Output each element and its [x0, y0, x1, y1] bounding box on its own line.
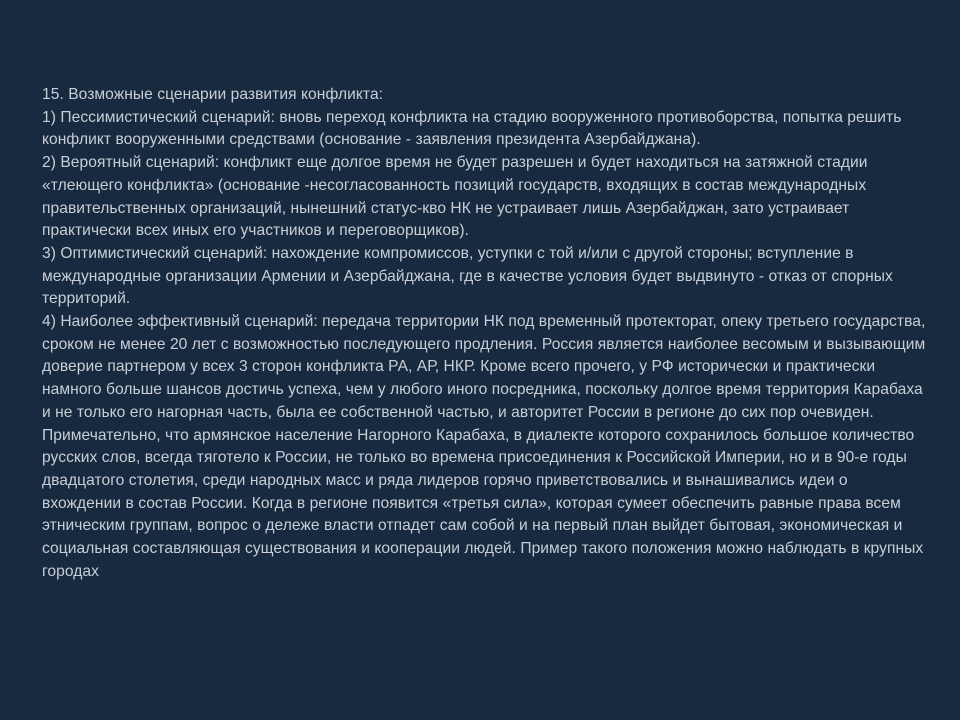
scenario-optimistic-paragraph: 3) Оптимистический сценарий: нахождение компромиссов, уступки с той и/или с другой стороны; вступление в международные организации Армении и Азербайджана, где в качестве условия будет выдвинуто - отказ от спорных территорий. — [42, 244, 893, 308]
slide-text-block — [42, 84, 926, 583]
scenario-probable-paragraph: 2) Вероятный сценарий: конфликт еще долгое время не будет разрешен и будет находиться на затяжной стадии «тлеющего конфликта» (основание -несогласованность позиций государств, входящих в состав международных правительственных организаций, нынешний статус-кво НК не устраивает лишь Азербайджан, зато устраивает практически всех иных его участников и переговорщиков). — [42, 154, 868, 240]
scenario-pessimistic-paragraph: 1) Пессимистический сценарий: вновь переход конфликта на стадию вооруженного противоборства, попытка решить конфликт вооруженными средствами (основание - заявления президента Азербайджана). — [42, 108, 902, 149]
scenario-effective-paragraph: 4) Наиболее эффективный сценарий: передача территории НК под временный протекторат, опеку третьего государства, сроком не менее 20 лет с возможностью последующего продления. Россия является наиболее весомым и вызывающим доверие партнером у всех 3 сторон конфликта РА, АР, НКР. Кроме всего прочего, у РФ исторически и практически намного больше шансов достичь успеха, чем у любого иного посредника, поскольку долгое время территория Карабаха и не только его нагорная часть, была ее собственной частью, и авторитет России в регионе до сих пор очевиден. Примечательно, что армянское население Нагорного Карабаха, в диалекте которого сохранилось большое количество русских слов, всегда тяготело к России, не только во времена присоединения к Российской Империи, но и в 90-е годы двадцатого столетия, среди народных масс и ряда лидеров горячо приветствовались и вынашивались идеи о вхождении в состав России. Когда в регионе появится «третья сила», которая сумеет обеспечить равные права всем этническим группам, вопрос о дележе власти отпадет сам собой и на первый план выйдет бытовая, экономическая и социальная составляющая существования и кооперации людей. Пример такого положения можно наблюдать в крупных городах — [42, 313, 926, 580]
heading-paragraph: 15. Возможные сценарии развития конфликта: — [42, 86, 384, 103]
